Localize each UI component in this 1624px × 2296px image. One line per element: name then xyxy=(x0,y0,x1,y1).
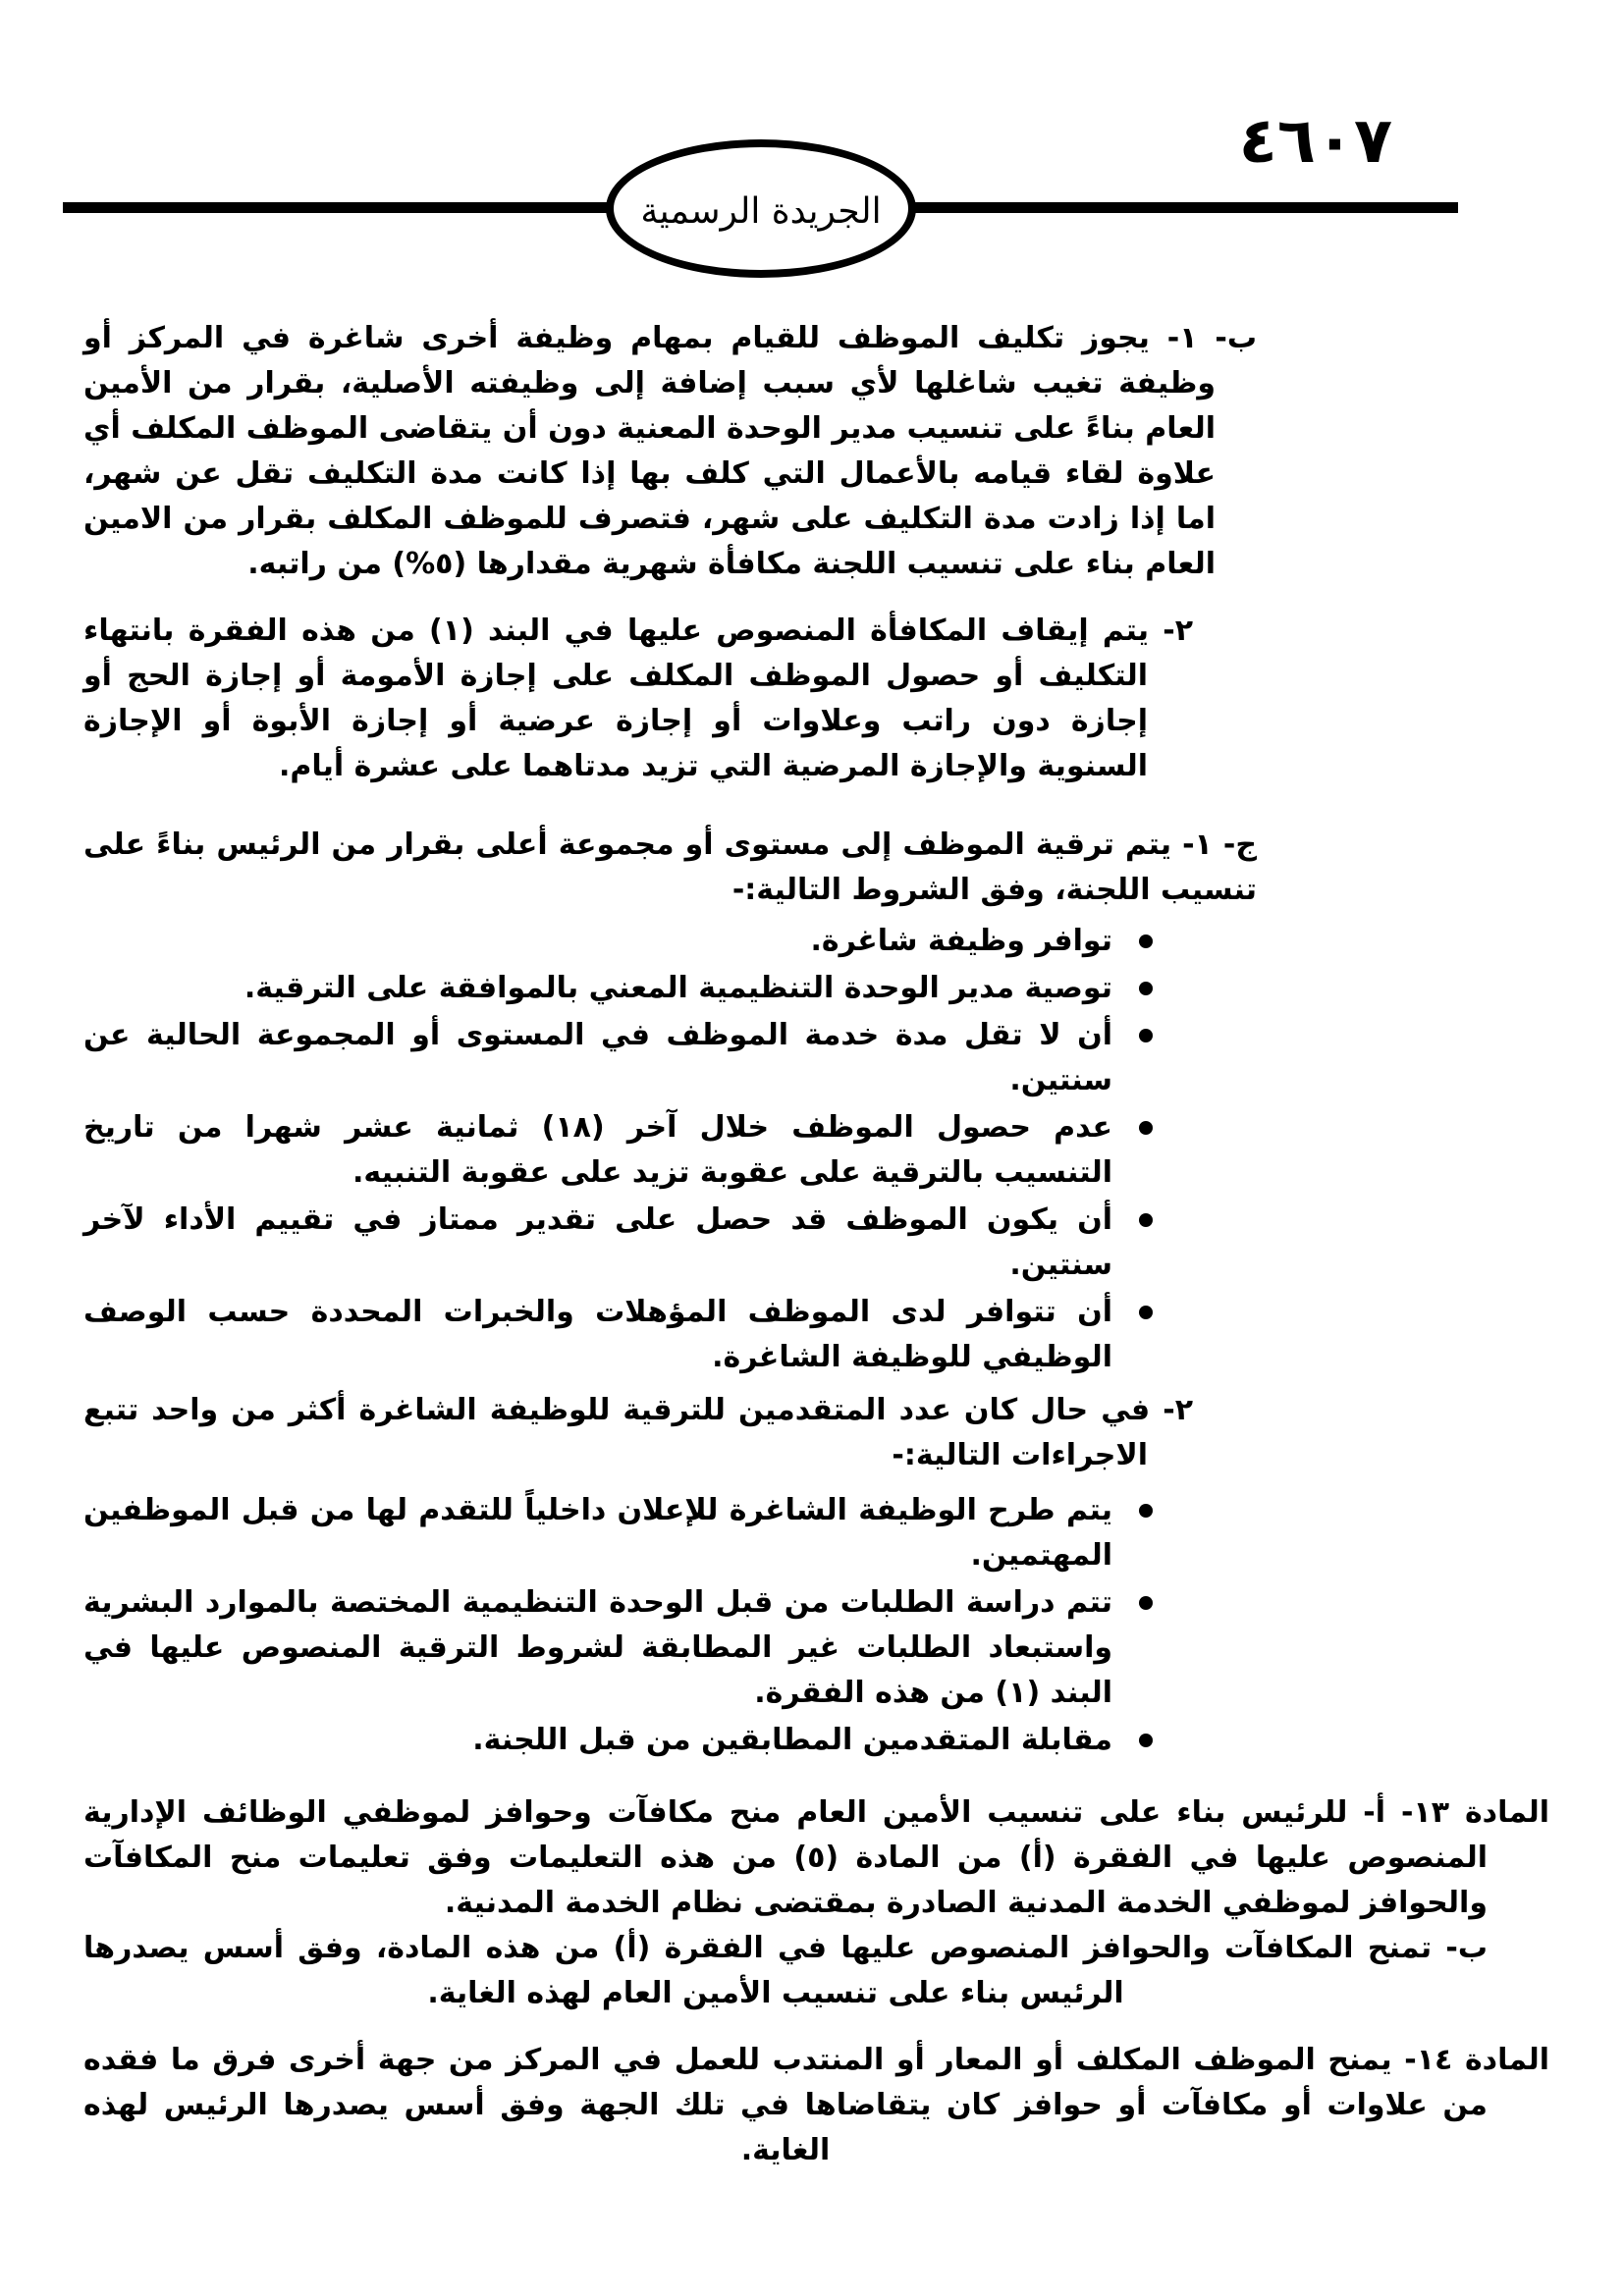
paragraph-j1: ج- ١- يتم ترقية الموظف إلى مستوى أو مجموعة أعلى بقرار من الرئيس بناءً على تنسيب اللجنة، وفق الشروط التالية:- xyxy=(83,828,1257,907)
promotion-procedures-list xyxy=(83,1488,1168,1763)
list-item-text: توصية مدير الوحدة التنظيمية المعني بالموافقة على الترقية. xyxy=(244,971,1112,1005)
bullet-dot-icon xyxy=(1139,1504,1153,1518)
list-item-text: يتم طرح الوظيفة الشاغرة للإعلان داخلياً للتقدم لها من قبل الموظفين المهتمين. xyxy=(83,1493,1112,1573)
gazette-badge xyxy=(606,139,916,278)
bullet-dot-icon xyxy=(1139,1213,1153,1227)
list-item xyxy=(83,1198,1168,1288)
list-item xyxy=(83,919,1168,964)
list-item xyxy=(83,1290,1168,1380)
bullet-dot-icon xyxy=(1139,982,1153,995)
bullet-dot-icon xyxy=(1139,1029,1153,1042)
bullet-dot-icon xyxy=(1139,1596,1153,1610)
list-item xyxy=(83,1580,1168,1716)
list-item xyxy=(83,1488,1168,1578)
list-item xyxy=(83,966,1168,1011)
list-item-text: توافر وظيفة شاغرة. xyxy=(810,924,1112,958)
bullet-dot-icon xyxy=(1139,934,1153,948)
list-item xyxy=(83,1013,1168,1103)
bullet-dot-icon xyxy=(1139,1306,1153,1319)
list-item xyxy=(83,1718,1168,1763)
gazette-badge-title: الجريدة الرسمية xyxy=(640,190,882,232)
list-item-text: أن يكون الموظف قد حصل على تقدير ممتاز في تقييم الأداء لآخر سنتين. xyxy=(83,1202,1112,1282)
paragraph-j2: ٢- في حال كان عدد المتقدمين للترقية للوظيفة الشاغرة أكثر من واحد تتبع الاجراءات التالية:- xyxy=(83,1393,1193,1472)
bullet-dot-icon xyxy=(1139,1734,1153,1747)
document-body xyxy=(0,316,1624,2173)
page-number: ٤٦٠٧ xyxy=(1238,105,1392,178)
list-item-text: أن لا تقل مدة خدمة الموظف في المستوى أو المجموعة الحالية عن سنتين. xyxy=(83,1018,1112,1097)
list-item-text: تتم دراسة الطلبات من قبل الوحدة التنظيمية المختصة بالموارد البشرية واستبعاد الطلبات غير المطابقة لشروط الترقية المنصوص عليها في البند (١) من هذه الفقرة. xyxy=(83,1585,1112,1710)
paragraph-b2: ٢- يتم إيقاف المكافأة المنصوص عليها في البند (١) من هذه الفقرة بانتهاء التكليف أو حصول الموظف المكلف على إجازة الأمومة أو إجازة الحج أو إجازة دون راتب وعلاوات أو إجازة عرضية أو إجازة الأبوة أو الإجازة السنوية والإجازة المرضية التي تزيد مدتاهما على عشرة أيام. xyxy=(83,614,1194,783)
list-item-text: أن تتوافر لدى الموظف المؤهلات والخبرات المحددة حسب الوصف الوظيفي للوظيفة الشاغرة. xyxy=(83,1295,1112,1374)
list-item-text: مقابلة المتقدمين المطابقين من قبل اللجنة. xyxy=(472,1723,1112,1757)
bullet-dot-icon xyxy=(1139,1121,1153,1135)
list-item xyxy=(83,1105,1168,1196)
article-13-b: ب- تمنح المكافآت والحوافز المنصوص عليها في الفقرة (أ) من هذه المادة، وفق أسس يصدرها الرئيس بناء على تنسيب الأمين العام لهذه الغاية. xyxy=(83,1931,1488,2010)
promotion-conditions-list xyxy=(83,919,1168,1380)
article-14: المادة ١٤- يمنح الموظف المكلف أو المعار أو المنتدب للعمل في المركز من جهة أخرى فرق ما فقده من علاوات أو مكافآت أو حوافز كان يتقاضاها في تلك الجهة وفق أسس يصدرها الرئيس لهذه الغاية. xyxy=(83,2043,1549,2167)
article-13-a: المادة ١٣- أ- للرئيس بناء على تنسيب الأمين العام منح مكافآت وحوافز لموظفي الوظائف الإدارية المنصوص عليها في الفقرة (أ) من المادة (٥) من هذه التعليمات وفق تعليمات منح المكافآت والحوافز لموظفي الخدمة المدنية الصادرة بمقتضى نظام الخدمة المدنية. xyxy=(83,1795,1549,1920)
paragraph-b1: ب- ١- يجوز تكليف الموظف للقيام بمهام وظيفة أخرى شاغرة في المركز أو وظيفة تغيب شاغلها لأي سبب إضافة إلى وظيفته الأصلية، بقرار من الأمين العام بناءً على تنسيب مدير الوحدة المعنية دون أن يتقاضى الموظف المكلف أي علاوة لقاء قيامه بالأعمال التي كلف بها إذا كانت مدة التكليف تقل عن شهر، اما إذا زادت مدة التكليف على شهر، فتصرف للموظف المكلف بقرار من الامين العام بناء على تنسيب اللجنة مكافأة شهرية مقدارها (٥%) من راتبه. xyxy=(83,321,1257,581)
list-item-text: عدم حصول الموظف خلال آخر (١٨) ثمانية عشر شهرا من تاريخ التنسيب بالترقية على عقوبة تزيد على عقوبة التنبيه. xyxy=(83,1110,1112,1190)
